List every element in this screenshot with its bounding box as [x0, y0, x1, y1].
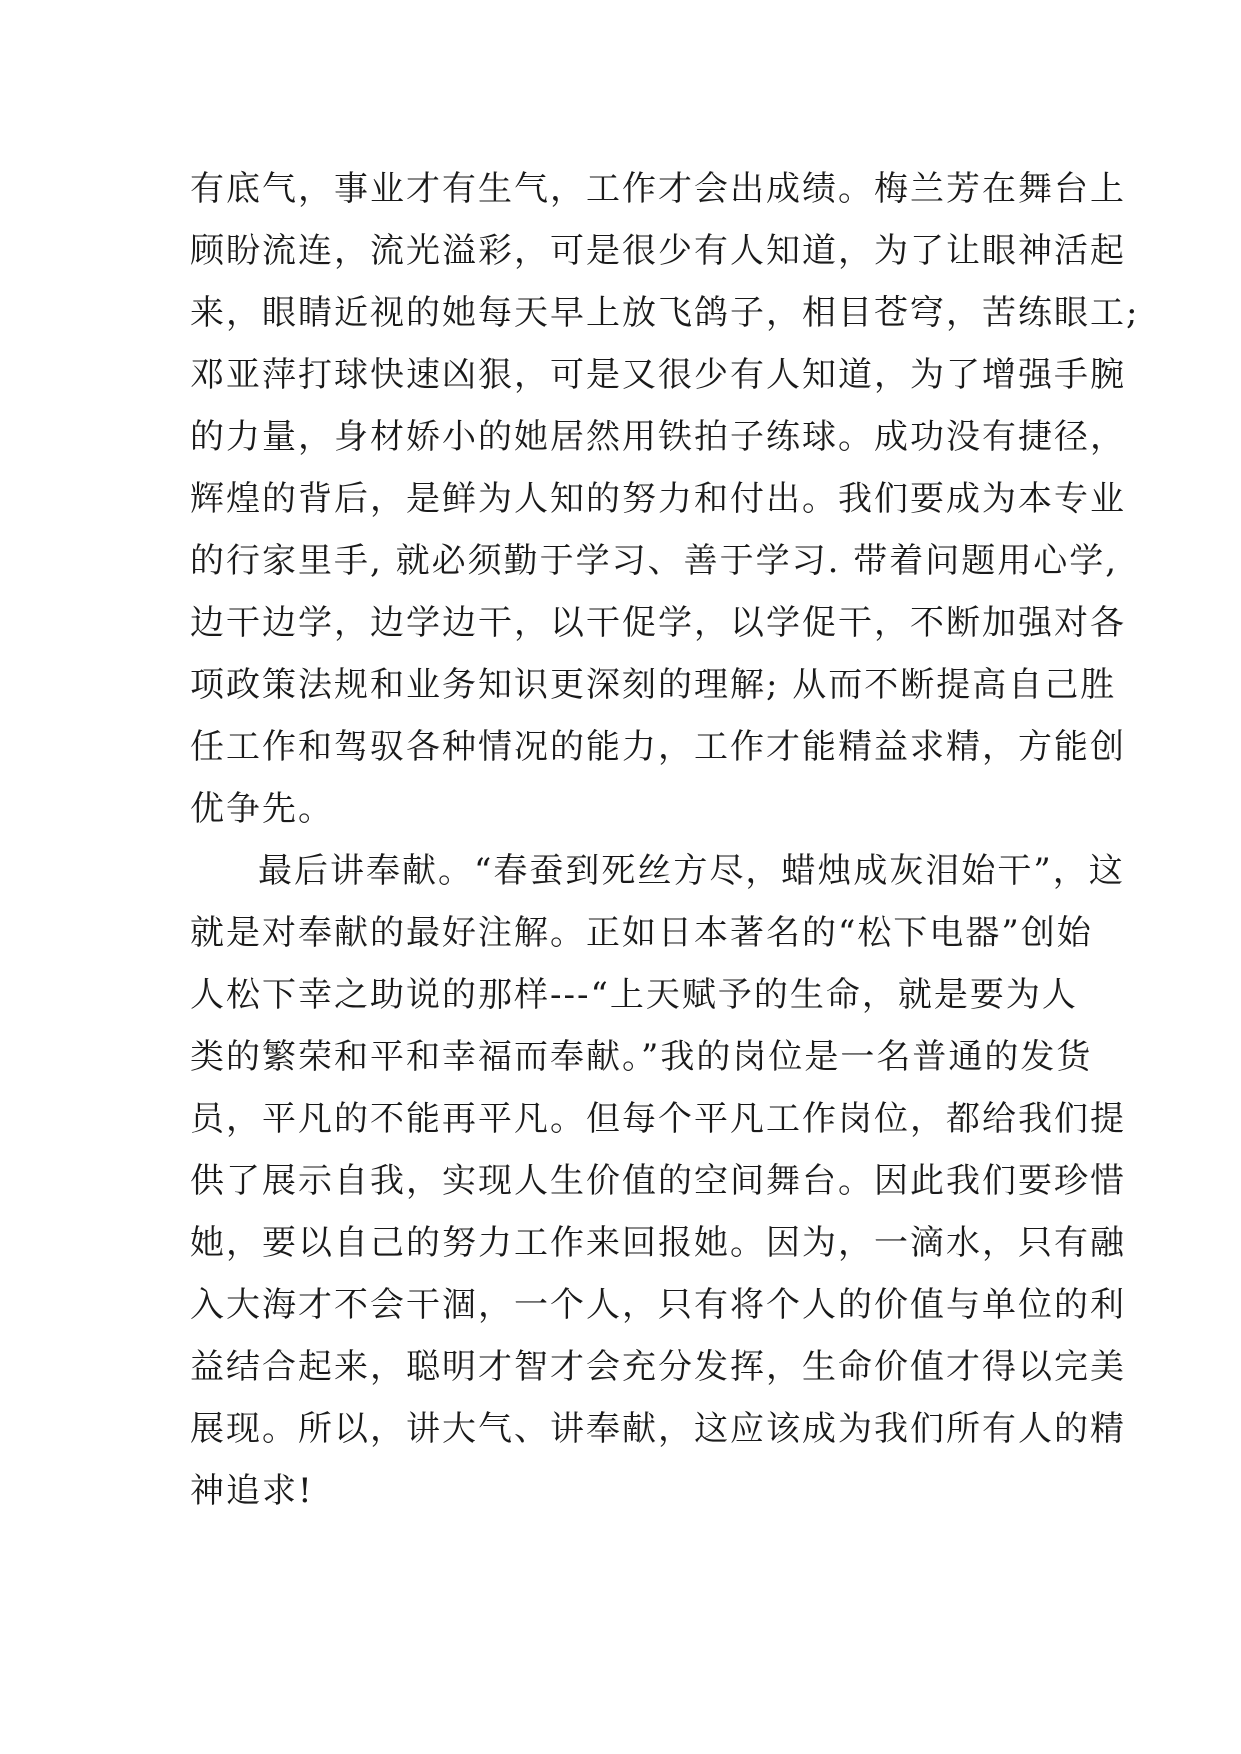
text-line: 类的繁荣和平和幸福而奉献。”我的岗位是一名普通的发货	[190, 1037, 1093, 1077]
text-line: 优争先。	[190, 789, 334, 829]
text-line: 展现。所以，讲大气、讲奉献，这应该成为我们所有人的精	[190, 1409, 1126, 1449]
text-line: 邓亚萍打球快速凶狠，可是又很少有人知道，为了增强手腕	[190, 355, 1126, 395]
text-line: 神追求!	[190, 1471, 314, 1511]
text-line: 有底气，事业才有生气，工作才会出成绩。梅兰芳在舞台上	[190, 169, 1126, 209]
text-line: 入大海才不会干涸，一个人，只有将个人的价值与单位的利	[190, 1285, 1126, 1325]
text-line: 的力量，身材娇小的她居然用铁拍子练球。成功没有捷径，	[190, 417, 1126, 457]
text-line: 项政策法规和业务知识更深刻的理解; 从而不断提高自己胜	[190, 665, 1117, 705]
text-line: 员，平凡的不能再平凡。但每个平凡工作岗位，都给我们提	[190, 1099, 1126, 1139]
text-line: 供了展示自我，实现人生价值的空间舞台。因此我们要珍惜	[190, 1161, 1126, 1201]
text-line: 益结合起来，聪明才智才会充分发挥，生命价值才得以完美	[190, 1347, 1126, 1387]
body-text	[190, 158, 1140, 1522]
text-line: 任工作和驾驭各种情况的能力，工作才能精益求精，方能创	[190, 727, 1126, 767]
text-line: 就是对奉献的最好注解。正如日本著名的“松下电器”创始	[190, 913, 1093, 953]
text-line: 辉煌的背后，是鲜为人知的努力和付出。我们要成为本专业	[190, 479, 1126, 519]
text-line: 她，要以自己的努力工作来回报她。因为，一滴水，只有融	[190, 1223, 1126, 1263]
text-line: 顾盼流连，流光溢彩，可是很少有人知道，为了让眼神活起	[190, 231, 1126, 271]
text-line: 边干边学，边学边干，以干促学，以学促干，不断加强对各	[190, 603, 1126, 643]
paragraph-start-line: 最后讲奉献。“春蚕到死丝方尽，蜡烛成灰泪始干”，这	[258, 851, 1125, 891]
text-line: 来，眼睛近视的她每天早上放飞鸽子，相目苍穹，苦练眼工;	[190, 293, 1140, 333]
text-line: 人松下幸之助说的那样---“上天赋予的生命，就是要为人	[190, 975, 1078, 1015]
text-line: 的行家里手, 就必须勤于学习、善于学习. 带着问题用心学,	[190, 541, 1119, 581]
